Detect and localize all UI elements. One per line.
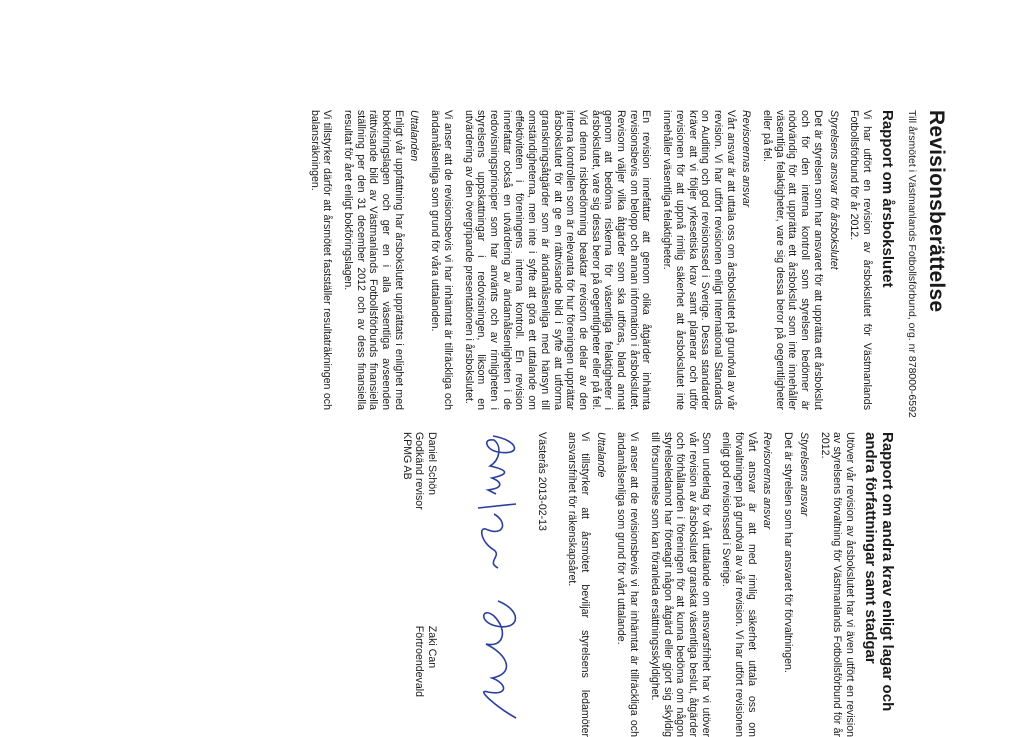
signer-1-title: Godkänd revisor <box>413 432 426 510</box>
right-column <box>400 432 896 737</box>
left-auditor-text-2: En revision innefattar att genom olika åtgärder inhämta revisionsbevis om belopp och annan information i årsbokslutet. Revisorn väljer vilka åtgärder som ska utföras, bland annat genom att bedöma riskerna för väsentliga felaktigheter i årsbokslutet, vare sig dessa beror på oegentligheter eller på fel. Vid denna riskbedömning beaktar revisorn de delar av den interna kontrollen som är relevanta för hur föreningen upprättar årsbokslutet för att ge en rättvisande bild i syfte att utforma granskningsåtgärder som är ändamålsenliga med hänsyn till omständigheterna, men inte i syfte att göra ett uttalande om effektiviteten i föreningens interna kontroll. En revision innefattar också en utvärdering av ändamålsenligheten i de redovisningsprinciper som har använts och av rimligheten i styrelsens uppskattningar i redovisningen, liksom en utvärdering av den övergripande presentationen i årsbokslutet. <box>462 110 653 410</box>
place-date: Västerås 2013-02-13 <box>535 432 548 531</box>
right-board-heading: Styrelsens ansvar <box>797 432 810 517</box>
signer-1 <box>400 432 438 510</box>
handwritten-signatures <box>463 426 538 726</box>
right-auditor-text-2: Som underlag för vårt uttalande om ansvarsfrihet har vi utöver vår revision av årsbokslutet granskat väsentliga beslut, åtgärder och förhållanden i föreningen för att kunna bedöma om någon styrelseledamot har företagit någon åtgärd eller gjort sig skyldig till försummelse som kan föranleda ersättningsskyldighet. <box>648 432 712 737</box>
document-title: Revisionsberättelse <box>925 110 948 313</box>
right-auditor-text-1: Vårt ansvar är att med rimlig säkerhet uttala oss om förvaltningen på grundval av vår revision. Vi har utfört revisionen enligt god revisionssed i Sverige. <box>720 432 758 737</box>
left-recommend-text: Vi tillstyrker därför att årsmötet fastställer resultaträkningen och balansräkningen. <box>308 110 334 410</box>
signer-1-org: KPMG AB <box>400 432 413 480</box>
document-subtitle: Till årsmötet i Västmanlands Fotbollsförbund, org. nr 878000-6592 <box>906 110 918 418</box>
left-intro: Vi har utfört en revision av årsbokslutet för Västmanlands Fotbollsförbund för år 2012. <box>848 110 873 410</box>
left-auditor-text-1: Vårt ansvar är att uttala oss om årsbokslutet på grundval av vår revision. Vi har utfört revisionen enligt International Standards on Auditing och god revisionssed i Sverige. Dessa standarder kräver att vi följer yrkesetiska krav samt planerar och utför revisionen för att uppnå rimlig säkerhet att årsbokslutet inte innehåller väsentliga felaktigheter. <box>661 110 737 410</box>
signature-area <box>438 432 548 737</box>
right-board-text: Det är styrelsen som har ansvaret för förvaltningen. <box>782 432 795 673</box>
right-auditor-heading: Revisorernas ansvar <box>761 432 774 530</box>
right-intro: Utöver vår revision av årsbokslutet har vi även utfört en revision av styrelsens förvaltning för Västmanlands Fotbollsförbund för år 2012. <box>818 432 856 737</box>
left-evidence-text: Vi anser att de revisionsbevis vi har inhämtat är tillräckliga och ändamålsenliga som grund för våra uttalanden. <box>429 110 454 410</box>
left-board-heading: Styrelsens ansvar för årsbokslutet <box>827 110 840 270</box>
right-statement-heading: Uttalande <box>594 432 607 478</box>
signer-1-name: Daniel Schön <box>425 432 438 496</box>
signature-stroke-3 <box>483 601 515 718</box>
right-evidence-text: Vi anser att de revisionsbevis vi har inhämtat är tillräckliga och ändamålsenliga som grund för vårt uttalande. <box>615 432 641 737</box>
left-heading: Rapport om årsbokslutet <box>879 110 896 288</box>
right-statement-text: Vi tillstyrker att årsmötet beviljar styrelsens ledamöter ansvarsfrihet för räkenskapsåret. <box>566 432 592 737</box>
left-auditor-heading: Revisorernas ansvar <box>740 110 753 208</box>
left-board-text: Det är styrelsen som har ansvaret för att upprätta ett årsbokslut och för den interna kontroll som styrelsen bedömer är nödvändig för att upprätta ett årsbokslut som inte innehåller väsentliga felaktigheter, vare sig dessa beror på oegentligheter eller på fel. <box>761 110 824 410</box>
right-heading: Rapport om andra krav enligt lagar och andra författningar samt stadgar <box>862 432 896 712</box>
left-statement-heading: Uttalanden <box>408 110 421 162</box>
signer-2 <box>400 626 438 697</box>
signer-2-title: Förtroendevald <box>413 625 426 697</box>
signature-stroke-2 <box>478 504 516 568</box>
signer-2-name: Zaki Can <box>425 625 438 669</box>
left-statement-text: Enligt vår uppfattning har årsbokslutet upprättats i enlighet med bokföringslagen och ger en i alla väsentliga avseenden rättvisande bild av Västmanlands Fotbollsförbunds finansiella ställning per den 31 december 2012 och av dess finansiella resultat för året enligt bokföringslagen. <box>341 110 405 410</box>
signature-stroke-1 <box>486 436 514 494</box>
signers <box>400 432 438 737</box>
left-column <box>300 110 896 410</box>
